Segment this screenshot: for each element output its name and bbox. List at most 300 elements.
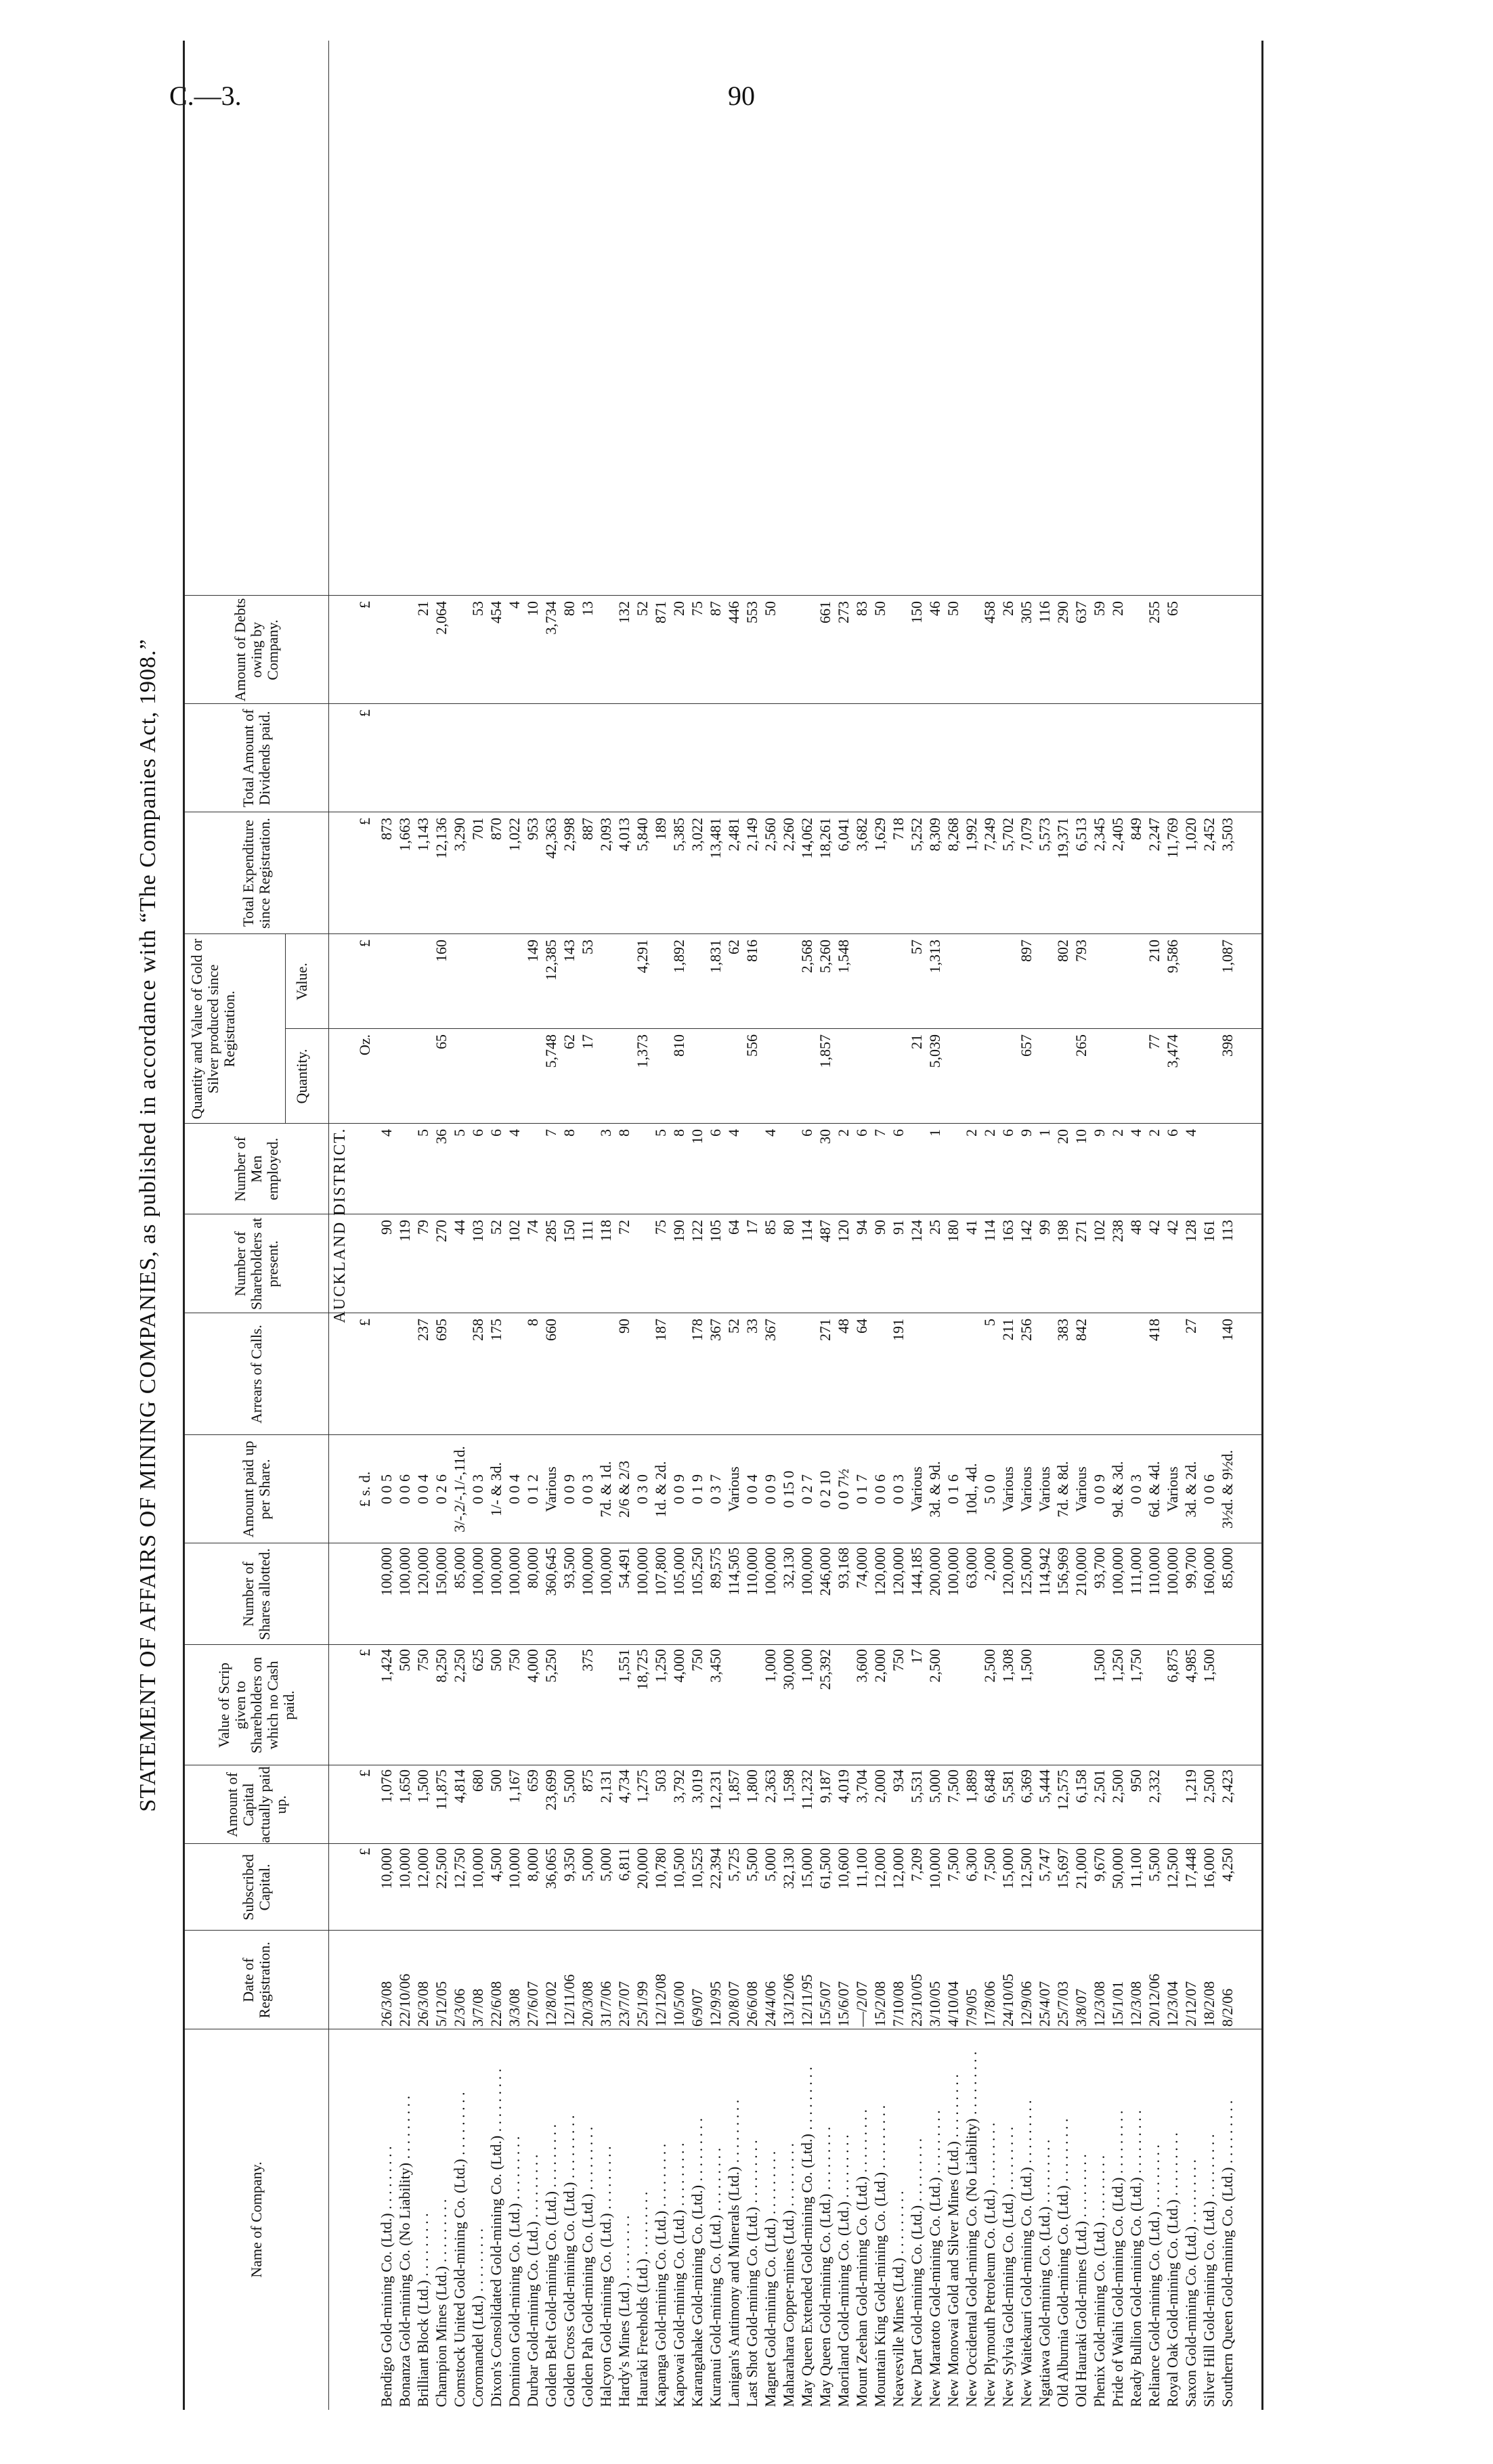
cell-scrip: 750 (414, 1649, 431, 1671)
cell-value: 1,831 (707, 940, 724, 973)
cell-holders: 94 (853, 1220, 870, 1235)
cell-holders: 79 (414, 1220, 431, 1235)
cell-shares: 210,000 (1073, 1547, 1089, 1596)
cell-name: Dixon's Consolidated Gold-mining Co. (Ltd.) . . . . . . . . . (488, 2068, 504, 2407)
cell-holders: 103 (469, 1220, 486, 1242)
cell-per-share: 10d., 4d. (963, 1463, 980, 1516)
cell-shares: 100,000 (506, 1547, 523, 1596)
cell-scrip: 30,000 (780, 1649, 797, 1690)
cell-expenditure: 1,143 (414, 818, 431, 852)
cell-arrears: 90 (615, 1319, 632, 1334)
cell-expenditure: 2,260 (780, 818, 797, 852)
cell-holders: 72 (615, 1220, 632, 1235)
cell-scrip: 1,500 (1200, 1649, 1217, 1683)
cell-debts: 454 (488, 601, 504, 623)
col-header-gold-group: Quantity and Value of Gold or Silver produced since Registration. (188, 938, 238, 1120)
cell-date: 18/2/08 (1200, 1981, 1217, 2027)
cell-holders: 85 (762, 1220, 779, 1235)
cell-shares: 114,942 (1036, 1547, 1053, 1596)
cell-date: 12/9/06 (1018, 1981, 1035, 2027)
cell-shares: 99,700 (1182, 1547, 1199, 1589)
cell-arrears: 48 (835, 1319, 852, 1334)
cell-value: 160 (433, 940, 450, 962)
cell-debts: 26 (999, 601, 1016, 616)
cell-per-share: 0 0 6 (396, 1474, 413, 1504)
cell-name: Mount Zeehan Gold-mining Co. (Ltd.) . . . . . . . . . (853, 2109, 870, 2407)
cell-holders: 99 (1036, 1220, 1053, 1235)
cell-date: 3/7/08 (469, 1988, 486, 2027)
cell-scrip: 2,500 (926, 1649, 943, 1683)
cell-name: Hardy's Mines (Ltd.) . . . . . . . . . (615, 2215, 632, 2407)
cell-paid: 6,158 (1073, 1769, 1089, 1803)
cell-arrears: 237 (414, 1319, 431, 1341)
cell-name: Karangahake Gold-mining Co. (Ltd.) . . . . . . . . . (689, 2117, 706, 2407)
cell-value: 210 (1146, 940, 1163, 962)
cell-shares: 100,000 (579, 1547, 596, 1596)
cell-subscribed: 36,065 (542, 1848, 559, 1889)
cell-holders: 42 (1164, 1220, 1181, 1235)
cell-scrip: 3,450 (707, 1649, 724, 1683)
cell-arrears: 27 (1182, 1319, 1199, 1334)
cell-men: 4 (378, 1129, 395, 1137)
unit-label-value: £ (356, 940, 373, 947)
col-header-value: Value. (293, 963, 310, 1000)
cell-subscribed: 9,670 (1091, 1848, 1108, 1882)
cell-per-share: 5 0 0 (981, 1474, 998, 1504)
cell-debts: 50 (945, 601, 961, 616)
cell-arrears: 5 (981, 1319, 998, 1326)
cell-shares: 100,000 (396, 1547, 413, 1596)
cell-expenditure: 2,481 (725, 818, 742, 852)
cell-quantity: 1,373 (634, 1034, 651, 1068)
cell-subscribed: 4,500 (488, 1848, 504, 1882)
unit-label-paid: £ (356, 1769, 373, 1777)
cell-per-share: 0 0 3 (579, 1474, 596, 1504)
cell-per-share: 0 15 0 (780, 1470, 797, 1508)
col-header-expenditure: Total Expenditure since Registration. (240, 818, 273, 929)
cell-holders: 198 (1054, 1220, 1071, 1242)
cell-shares: 32,130 (780, 1547, 797, 1589)
cell-holders: 74 (524, 1220, 541, 1235)
cell-value: 897 (1018, 940, 1035, 962)
cell-name: Last Shot Gold-mining Co. (Ltd.) . . . . . . . . . (743, 2140, 760, 2407)
cell-expenditure: 3,503 (1219, 818, 1236, 852)
cell-date: 12/3/04 (1164, 1981, 1181, 2027)
cell-paid: 5,500 (561, 1769, 578, 1803)
col-header-shares: Number of Shares allotted. (240, 1548, 273, 1640)
cell-name: New Occidental Gold-mining Co. (No Liability) . . . . . . . . . (963, 2051, 980, 2407)
cell-men: 9 (1018, 1129, 1035, 1137)
cell-expenditure: 13,481 (707, 818, 724, 859)
cell-date: 20/8/07 (725, 1981, 742, 2027)
col-header-date: Date of Registration. (240, 1941, 273, 2019)
cell-name: Saxon Gold-mining Co. (Ltd.) . . . . . . . . . (1182, 2159, 1199, 2407)
unit-label-subscribed: £ (356, 1848, 373, 1855)
cell-per-share: 1d. & 2d. (652, 1461, 669, 1518)
cell-subscribed: 9,350 (561, 1848, 578, 1882)
cell-subscribed: 5,747 (1036, 1848, 1053, 1882)
header-rule (328, 41, 329, 2410)
cell-paid: 1,219 (1182, 1769, 1199, 1803)
cell-name: Golden Pah Gold-mining Co. (Ltd.) . . . . . . . . . (579, 2126, 596, 2407)
cell-holders: 238 (1109, 1220, 1126, 1242)
cell-subscribed: 15,000 (798, 1848, 815, 1889)
cell-scrip: 750 (506, 1649, 523, 1671)
cell-date: 3/3/08 (506, 1988, 523, 2027)
cell-subscribed: 12,000 (871, 1848, 888, 1889)
cell-shares: 100,000 (1109, 1547, 1126, 1596)
cell-men: 36 (433, 1129, 450, 1144)
cell-per-share: Various (1018, 1466, 1035, 1512)
cell-paid: 3,019 (689, 1769, 706, 1803)
cell-paid: 1,800 (743, 1769, 760, 1803)
cell-quantity: 17 (579, 1034, 596, 1049)
cell-name: Golden Belt Gold-mining Co. (Ltd.) . . . . . . . . . (542, 2124, 559, 2407)
cell-men: 1 (926, 1129, 943, 1137)
cell-subscribed: 6,300 (963, 1848, 980, 1882)
cell-paid: 3,704 (853, 1769, 870, 1803)
cell-date: 8/2/06 (1219, 1988, 1236, 2027)
cell-subscribed: 22,394 (707, 1848, 724, 1889)
cell-debts: 446 (725, 601, 742, 623)
cell-debts: 116 (1036, 601, 1053, 623)
cell-subscribed: 10,000 (506, 1848, 523, 1889)
cell-men: 6 (890, 1129, 907, 1137)
cell-subscribed: 7,209 (908, 1848, 925, 1882)
cell-shares: 156,969 (1054, 1547, 1071, 1596)
col-header-debts: Amount of Debts owing by Company. (232, 598, 281, 702)
cell-expenditure: 718 (890, 818, 907, 840)
cell-per-share: Various (1164, 1466, 1181, 1512)
cell-arrears: 33 (743, 1319, 760, 1334)
cell-shares: 85,000 (1219, 1547, 1236, 1589)
cell-scrip: 1,424 (378, 1649, 395, 1683)
cell-men: 3 (597, 1129, 614, 1137)
cell-quantity: 5,748 (542, 1034, 559, 1068)
cell-debts: 20 (1109, 601, 1126, 616)
cell-holders: 119 (396, 1220, 413, 1242)
cell-paid: 2,500 (1200, 1769, 1217, 1803)
cell-paid: 1,076 (378, 1769, 395, 1803)
cell-value: 143 (561, 940, 578, 962)
cell-subscribed: 4,250 (1219, 1848, 1236, 1882)
cell-arrears: 695 (433, 1319, 450, 1341)
cell-subscribed: 5,000 (597, 1848, 614, 1882)
cell-subscribed: 5,500 (1146, 1848, 1163, 1882)
cell-value: 1,892 (670, 940, 687, 973)
cell-debts: 50 (871, 601, 888, 616)
cell-date: 22/10/06 (396, 1973, 413, 2027)
cell-name: New Dart Gold-mining Co. (Ltd.) . . . . . . . . . (908, 2138, 925, 2407)
cell-scrip: 1,000 (762, 1649, 779, 1683)
cell-holders: 163 (999, 1220, 1016, 1242)
cell-value: 816 (743, 940, 760, 962)
cell-paid: 2,332 (1146, 1769, 1163, 1803)
cell-holders: 190 (670, 1220, 687, 1242)
cell-subscribed: 10,500 (670, 1848, 687, 1889)
statement-title: STATEMENT OF AFFAIRS OF MINING COMPANIES, as published in accordance with “The Companies Act, 1908.” (135, 638, 160, 1812)
cell-scrip: 8,250 (433, 1649, 450, 1683)
cell-name: New Maratoto Gold-mining Co. (Ltd.) . . . . . . . . . (926, 2110, 943, 2407)
cell-expenditure: 2,405 (1109, 818, 1126, 852)
cell-arrears: 256 (1018, 1319, 1035, 1341)
cell-paid: 934 (890, 1769, 907, 1792)
cell-name: New Sylvia Gold-mining Co. (Ltd.) . . . . . . . . . (999, 2126, 1016, 2407)
cell-shares: 93,168 (835, 1547, 852, 1589)
cell-arrears: 178 (689, 1319, 706, 1341)
cell-men: 6 (999, 1129, 1016, 1137)
cell-name: Hauraki Freeholds (Ltd.) . . . . . . . . . (634, 2191, 651, 2407)
cell-paid: 875 (579, 1769, 596, 1792)
cell-per-share: Various (999, 1466, 1016, 1512)
cell-date: 2/12/07 (1182, 1981, 1199, 2027)
cell-men: 6 (1164, 1129, 1181, 1137)
cell-holders: 102 (1091, 1220, 1108, 1242)
cell-holders: 90 (871, 1220, 888, 1235)
cell-expenditure: 189 (652, 818, 669, 840)
cell-per-share: 0 0 9 (1091, 1474, 1108, 1504)
cell-quantity: 265 (1073, 1034, 1089, 1057)
cell-date: 23/7/07 (615, 1981, 632, 2027)
cell-holders: 142 (1018, 1220, 1035, 1242)
cell-holders: 75 (652, 1220, 669, 1235)
cell-expenditure: 5,702 (999, 818, 1016, 852)
cell-shares: 93,500 (561, 1547, 578, 1589)
cell-arrears: 187 (652, 1319, 669, 1341)
cell-date: 26/6/08 (743, 1981, 760, 2027)
cell-shares: 100,000 (1164, 1547, 1181, 1596)
cell-shares: 246,000 (817, 1547, 834, 1596)
unit-label-arrears: £ (356, 1319, 373, 1326)
cell-arrears: 367 (762, 1319, 779, 1341)
cell-shares: 105,250 (689, 1547, 706, 1596)
cell-expenditure: 1,629 (871, 818, 888, 852)
cell-per-share: 0 0 4 (414, 1474, 431, 1504)
cell-shares: 100,000 (488, 1547, 504, 1596)
cell-quantity: 3,474 (1164, 1034, 1181, 1068)
col-header-subscribed: Subscribed Capital. (240, 1854, 273, 1920)
cell-value: 1,548 (835, 940, 852, 973)
cell-name: Golden Cross Gold-mining Co. (Ltd.) . . . . . . . . . (561, 2115, 578, 2407)
col-divider (185, 933, 1261, 934)
cell-quantity: 77 (1146, 1034, 1163, 1049)
col-divider (185, 1434, 1261, 1435)
cell-date: 3/10/05 (926, 1981, 943, 2027)
cell-debts: 52 (634, 601, 651, 616)
cell-per-share: 0 1 7 (853, 1474, 870, 1504)
cell-paid: 2,501 (1091, 1769, 1108, 1803)
cell-scrip: 1,250 (1109, 1649, 1126, 1683)
cell-per-share: 0 0 4 (506, 1474, 523, 1504)
cell-shares: 100,000 (597, 1547, 614, 1596)
cell-expenditure: 3,682 (853, 818, 870, 852)
cell-holders: 285 (542, 1220, 559, 1242)
cell-date: 23/10/05 (908, 1973, 925, 2027)
cell-subscribed: 16,000 (1200, 1848, 1217, 1889)
cell-men: 2 (835, 1129, 852, 1137)
cell-date: 7/9/05 (963, 1988, 980, 2027)
cell-per-share: 0 2 10 (817, 1470, 834, 1508)
cell-paid: 5,581 (999, 1769, 1016, 1803)
cell-per-share: 7d. & 1d. (597, 1461, 614, 1518)
cell-debts: 10 (524, 601, 541, 616)
cell-scrip: 1,750 (1127, 1649, 1144, 1683)
cell-arrears: 842 (1073, 1319, 1089, 1341)
cell-scrip: 4,000 (670, 1649, 687, 1683)
cell-subscribed: 61,500 (817, 1848, 834, 1889)
cell-expenditure: 5,840 (634, 818, 651, 852)
cell-debts: 150 (908, 601, 925, 623)
cell-debts: 458 (981, 601, 998, 623)
unit-label-debts: £ (356, 601, 373, 609)
rotated-table-block (135, 41, 1259, 2410)
cell-expenditure: 1,992 (963, 818, 980, 852)
cell-holders: 17 (743, 1220, 760, 1235)
cell-name: Bendigo Gold-mining Co. (Ltd.) . . . . . . . . . (378, 2146, 395, 2407)
cell-paid: 23,699 (542, 1769, 559, 1811)
cell-name: Silver Hill Gold-mining Co. (Ltd.) . . . . . . . . . (1200, 2134, 1217, 2407)
cell-per-share: 0 0 9 (762, 1474, 779, 1504)
cell-subscribed: 12,500 (1164, 1848, 1181, 1889)
cell-scrip: 4,985 (1182, 1649, 1199, 1683)
cell-date: 3/8/07 (1073, 1988, 1089, 2027)
cell-value: 12,385 (542, 940, 559, 981)
cell-name: Coromandel (Ltd.) . . . . . . . . . (469, 2228, 486, 2407)
cell-date: 12/11/06 (561, 1974, 578, 2027)
cell-per-share: 3d. & 9d. (926, 1461, 943, 1518)
cell-paid: 503 (652, 1769, 669, 1792)
cell-arrears: 191 (890, 1319, 907, 1341)
cell-name: New Waitekauri Gold-mining Co. (Ltd.) . . . . . . . . . (1018, 2100, 1035, 2407)
cell-holders: 52 (488, 1220, 504, 1235)
cell-scrip: 1,000 (798, 1649, 815, 1683)
cell-date: 15/5/07 (817, 1981, 834, 2027)
cell-expenditure: 5,252 (908, 818, 925, 852)
cell-expenditure: 2,247 (1146, 818, 1163, 852)
cell-date: 12/12/08 (652, 1973, 669, 2027)
cell-men: 4 (506, 1129, 523, 1137)
col-header-shareholders: Number of Shareholders at present. (232, 1217, 281, 1311)
cell-shares: 63,000 (963, 1547, 980, 1589)
cell-paid: 1,500 (414, 1769, 431, 1803)
cell-scrip: 1,500 (1091, 1649, 1108, 1683)
cell-paid: 2,423 (1219, 1769, 1236, 1803)
cell-debts: 553 (743, 601, 760, 623)
cell-paid: 2,131 (597, 1769, 614, 1803)
cell-expenditure: 1,022 (506, 818, 523, 852)
cell-paid: 6,848 (981, 1769, 998, 1803)
cell-holders: 124 (908, 1220, 925, 1242)
cell-shares: 85,000 (451, 1547, 468, 1589)
cell-name: Old Hauraki Gold-mines (Ltd.) . . . . . . . . . (1073, 2154, 1089, 2407)
cell-subscribed: 15,000 (999, 1848, 1016, 1889)
cell-men: 30 (817, 1129, 834, 1144)
cell-scrip: 25,392 (817, 1649, 834, 1690)
cell-arrears: 660 (542, 1319, 559, 1341)
cell-subscribed: 12,000 (890, 1848, 907, 1889)
cell-paid: 4,019 (835, 1769, 852, 1803)
cell-subscribed: 5,500 (743, 1848, 760, 1882)
cell-expenditure: 701 (469, 818, 486, 840)
cell-scrip: 6,875 (1164, 1649, 1181, 1683)
cell-name: Champion Mines (Ltd.) . . . . . . . . . (433, 2199, 450, 2407)
cell-holders: 122 (689, 1220, 706, 1242)
cell-name: Kapanga Gold-mining Co. (Ltd.) . . . . . . . . . (652, 2143, 669, 2407)
cell-per-share: Various (908, 1466, 925, 1512)
col-header-quantity: Quantity. (293, 1049, 310, 1104)
cell-expenditure: 18,261 (817, 818, 834, 859)
cell-date: 12/3/08 (1127, 1981, 1144, 2027)
cell-arrears: 418 (1146, 1319, 1163, 1341)
cell-per-share: 0 0 3 (890, 1474, 907, 1504)
cell-quantity: 398 (1219, 1034, 1236, 1057)
cell-holders: 64 (725, 1220, 742, 1235)
cell-subscribed: 10,000 (378, 1848, 395, 1889)
cell-subscribed: 5,725 (725, 1848, 742, 1882)
cell-holders: 487 (817, 1220, 834, 1242)
cell-scrip: 375 (579, 1649, 596, 1671)
cell-subscribed: 6,811 (615, 1848, 632, 1881)
cell-per-share: 0 0 9 (561, 1474, 578, 1504)
cell-debts: 13 (579, 601, 596, 616)
cell-subscribed: 20,000 (634, 1848, 651, 1889)
cell-date: 2/3/06 (451, 1988, 468, 2027)
cell-men: 1 (1036, 1129, 1053, 1137)
cell-debts: 21 (414, 601, 431, 616)
cell-per-share: 0 1 2 (524, 1474, 541, 1504)
col-header-dividends: Total Amount of Dividends paid. (240, 709, 273, 808)
cell-scrip: 1,500 (1018, 1649, 1035, 1683)
cell-per-share: 0 0 3 (1127, 1474, 1144, 1504)
cell-shares: 100,000 (634, 1547, 651, 1596)
cell-debts: 75 (689, 601, 706, 616)
cell-shares: 74,000 (853, 1547, 870, 1589)
cell-value: 9,586 (1164, 940, 1181, 973)
cell-holders: 105 (707, 1220, 724, 1242)
cell-quantity: 810 (670, 1034, 687, 1057)
cell-date: 20/12/06 (1146, 1973, 1163, 2027)
cell-holders: 128 (1182, 1220, 1199, 1242)
cell-expenditure: 3,290 (451, 818, 468, 852)
cell-paid: 2,000 (871, 1769, 888, 1803)
cell-scrip: 500 (396, 1649, 413, 1671)
cell-scrip: 3,600 (853, 1649, 870, 1683)
cell-expenditure: 42,363 (542, 818, 559, 859)
cell-per-share: 0 0 6 (871, 1474, 888, 1504)
cell-debts: 2,064 (433, 601, 450, 635)
cell-arrears: 64 (853, 1319, 870, 1334)
cell-holders: 44 (451, 1220, 468, 1235)
cell-name: Lanigan's Antimony and Minerals (Ltd.) . . . . . . . . . (725, 2099, 742, 2407)
cell-name: Royal Oak Gold-mining Co. (Ltd.) . . . . . . . . . (1164, 2132, 1181, 2407)
cell-men: 8 (615, 1129, 632, 1137)
unit-label-dividends: £ (356, 709, 373, 717)
cell-men: 5 (414, 1129, 431, 1137)
cell-men: 2 (1146, 1129, 1163, 1137)
cell-shares: 150,000 (433, 1547, 450, 1596)
cell-per-share: 3½d. & 9½d. (1219, 1449, 1236, 1529)
cell-men: 9 (1091, 1129, 1108, 1137)
cell-expenditure: 12,136 (433, 818, 450, 859)
cell-subscribed: 21,000 (1073, 1848, 1089, 1889)
cell-paid: 2,363 (762, 1769, 779, 1803)
cell-expenditure: 3,022 (689, 818, 706, 852)
cell-date: 15/1/01 (1109, 1981, 1126, 2027)
col-divider (185, 703, 1261, 704)
cell-per-share: 0 3 7 (707, 1474, 724, 1504)
cell-name: Halcyon Gold-mining Co. (Ltd.) . . . . . . . . . (597, 2146, 614, 2407)
cell-expenditure: 953 (524, 818, 541, 840)
